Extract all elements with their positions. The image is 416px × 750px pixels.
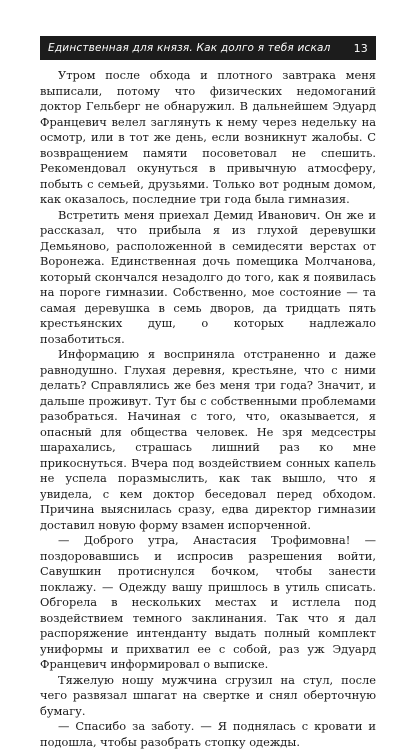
- paragraph: Встретить меня приехал Демид Иванович. Он же и рассказал, что прибыла я из глухой деревушки Демьяново, расположенной в семидесяти верстах от Воронежа. Единственная дочь помещика Молчанова, который скончался незадолго до того, как я появилась на пороге гимназии. Собственно, мое состояние — та самая деревушка в семь дворов, да тридцать пять крестьянских душ, о которых надлежало позаботиться.: [40, 207, 376, 346]
- running-title: Единственная для князя. Как долго я тебя искал: [48, 42, 331, 54]
- paragraph: — Спасибо за заботу. — Я поднялась с кровати и подошла, чтобы разобрать стопку одежды.: [40, 719, 376, 749]
- paragraph: Утром после обхода и плотного завтрака меня выписали, потому что физических недомоганий доктор Гельберг не обнаружил. В дальнейшем Эдуард Францевич велел заглянуть к нему через недельку на осмотр, или в тот же день, если возникнут жалобы. С возвращением памяти посоветовал не спешить. Рекомендовал окунуться в привычную атмосферу, побыть с семьей, друзьями. Только вот родным домом, как оказалось, последние три года была гимназия.: [40, 68, 376, 206]
- running-header: [40, 36, 376, 60]
- page-number: 13: [353, 41, 368, 55]
- paragraph: Информацию я восприняла отстраненно и даже равнодушно. Глухая деревня, крестьяне, что с ними делать? Справлялись же без меня три года? Значит, и дальше проживут. Тут бы с собственными проблемами разобраться. Начиная с того, что, оказывается, я опасный для общества человек. Не зря медсестры шарахались, страшась лишний раз ко мне прикоснуться. Вчера под воздействием сонных капель не успела поразмыслить, как так вышло, что я увидела, с кем доктор беседовал перед обходом. Причина выяснилась сразу, едва директор гимназии доставил новую форму взамен испорченной.: [40, 347, 376, 532]
- paragraph: Тяжелую ношу мужчина сгрузил на стул, после чего развязал шпагат на свертке и снял оберточную бумагу.: [40, 672, 376, 718]
- paragraph: — Доброго утра, Анастасия Трофимовна! — поздоровавшись и испросив разрешения войти, Савушкин протиснулся бочком, чтобы занести поклажу. — Одежду вашу пришлось в утиль списать. Обгорела в нескольких местах и истлела под воздействием темного заклинания. Так что я дал распоряжение интенданту выдать полный комплект униформы и прихватил ее с собой, раз уж Эдуард Францевич информировал о выписке.: [40, 533, 376, 671]
- page-body: [40, 68, 376, 750]
